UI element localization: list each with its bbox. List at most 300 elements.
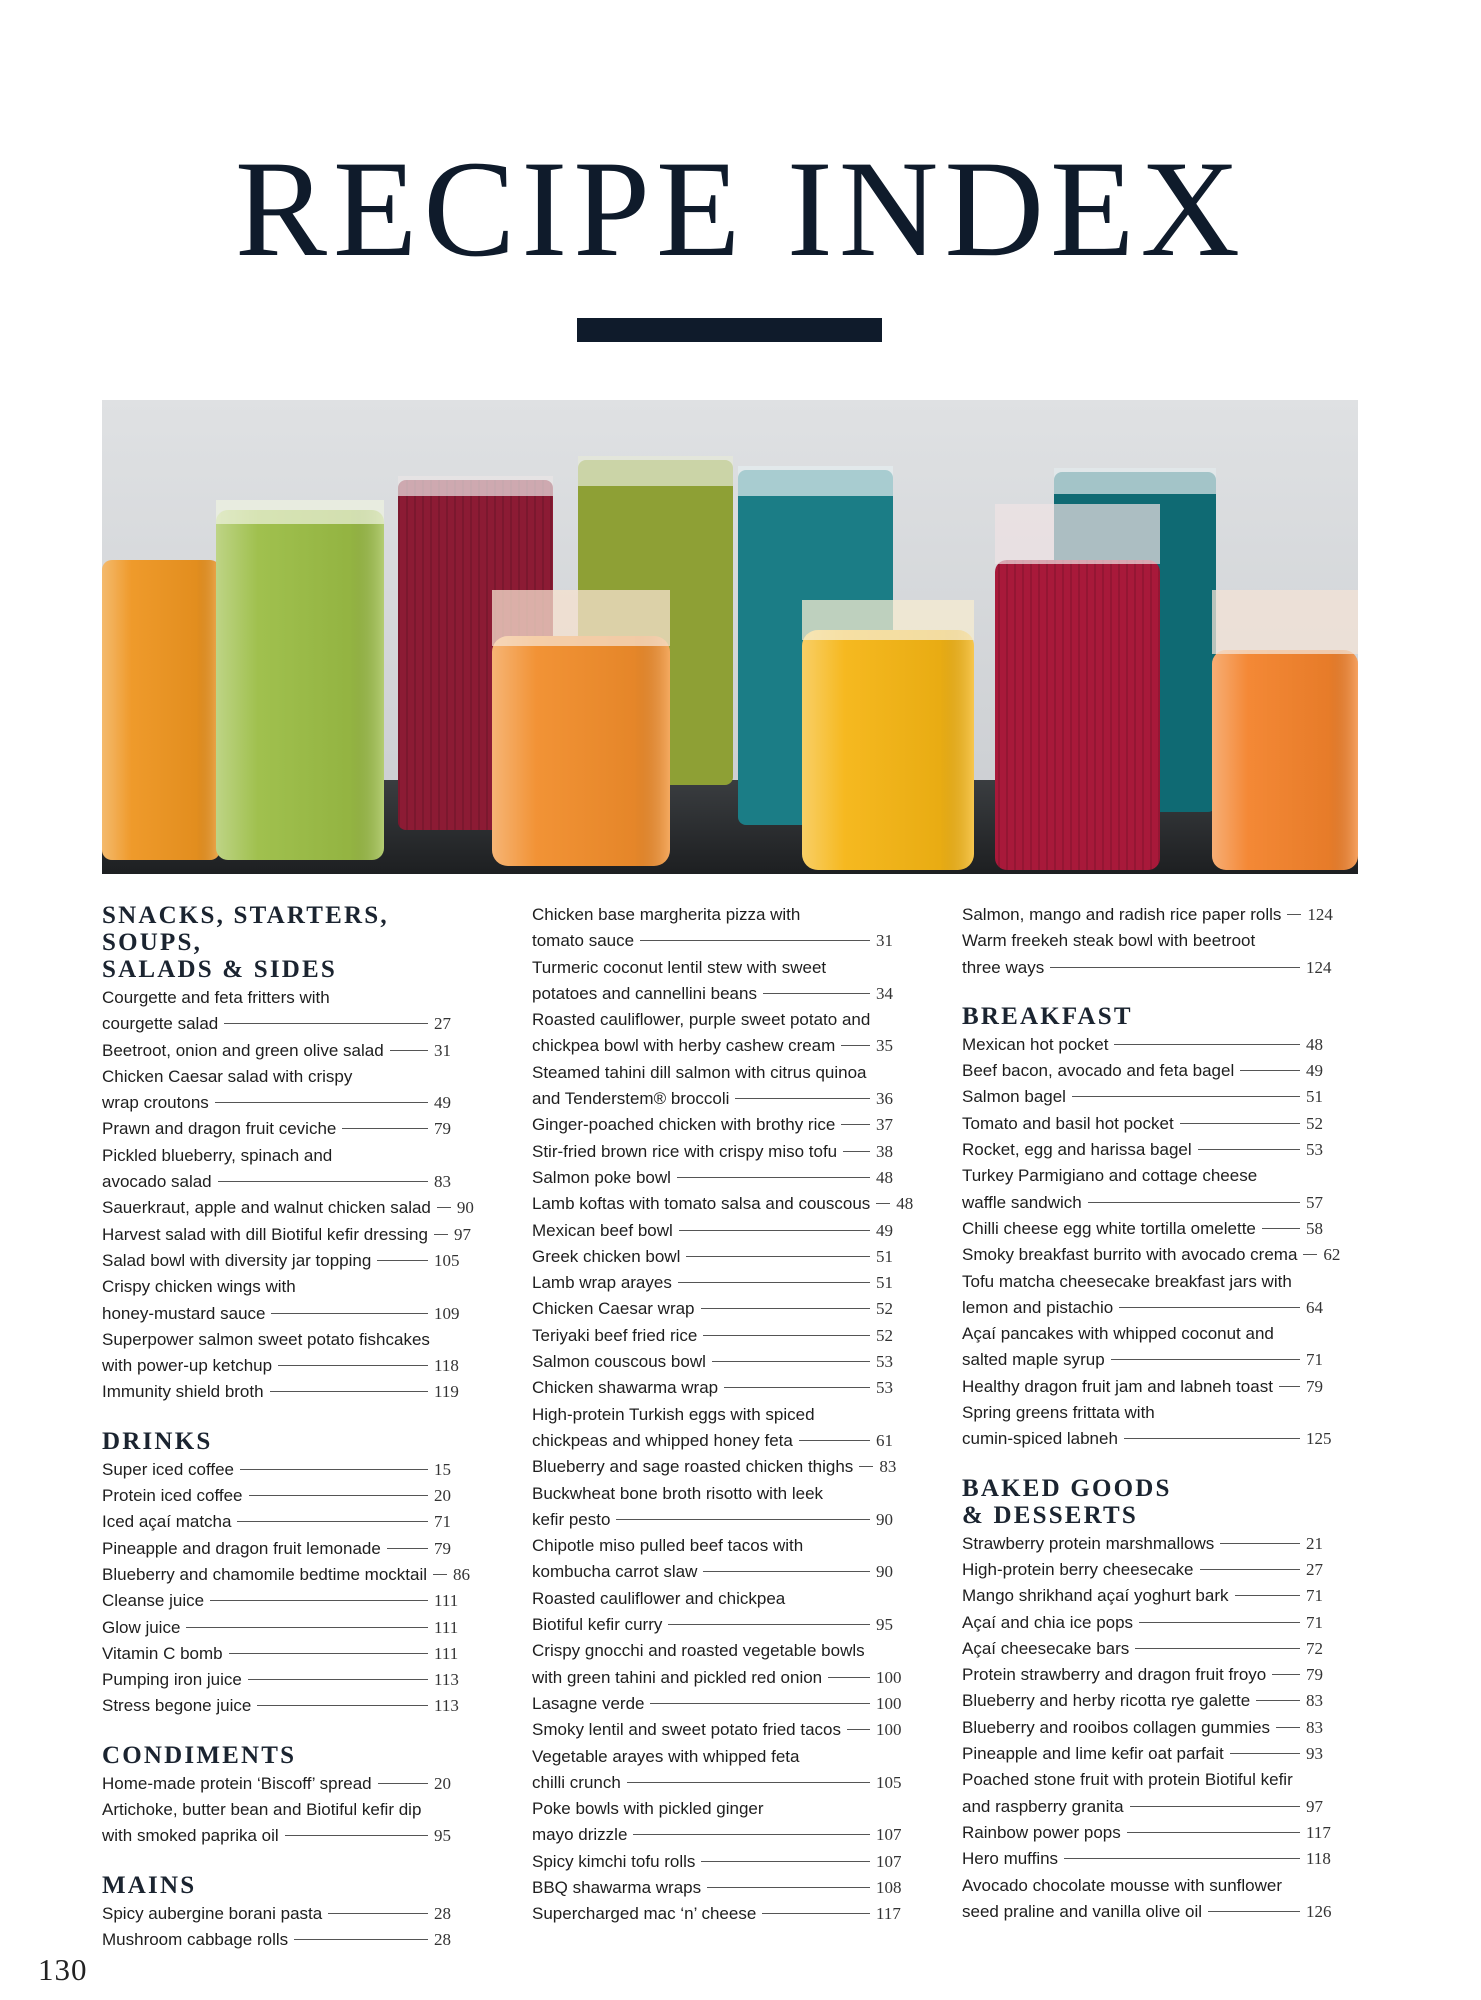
recipe-page-number: 52 [1306,1113,1323,1133]
recipe-entry-line [962,1032,1338,1058]
recipe-entry-line [102,1588,466,1614]
recipe-name: Protein iced coffee [102,1486,243,1506]
recipe-entry-line [532,1060,908,1086]
recipe-name: Superpower salmon sweet potato fishcakes [102,1329,430,1349]
leader-rule [278,1365,428,1366]
recipe-name: Spicy aubergine borani pasta [102,1903,323,1923]
recipe-entry-line [532,1375,908,1401]
recipe-name: Healthy dragon fruit jam and labneh toast [962,1376,1273,1396]
leader-rule [186,1627,428,1628]
recipe-entry [532,1139,908,1165]
recipe-page-number: 113 [434,1670,459,1690]
recipe-entry-line [532,1796,908,1822]
recipe-entry-line [532,1218,908,1244]
recipe-entry [102,1457,466,1483]
recipe-entry [962,1084,1338,1110]
recipe-entry-line [962,1295,1338,1321]
recipe-name: Chilli cheese egg white tortilla omelette [962,1218,1256,1238]
recipe-entry [962,1374,1338,1400]
recipe-page-number: 31 [434,1040,451,1060]
recipe-page-number: 21 [1306,1533,1323,1553]
recipe-entry-line [532,1191,914,1217]
leader-rule [342,1128,428,1129]
recipe-name: Mexican hot pocket [962,1034,1109,1054]
recipe-name: Avocado chocolate mousse with sunflower [962,1875,1283,1895]
recipe-name: Blueberry and sage roasted chicken thighs [532,1457,854,1477]
recipe-entry-line [962,1688,1338,1714]
recipe-entry-line [532,1586,908,1612]
recipe-page-number: 15 [434,1459,451,1479]
leader-rule [650,1703,870,1704]
leader-rule [1127,1832,1300,1833]
recipe-name: Ginger-poached chicken with brothy rice [532,1115,836,1135]
recipe-entry-line [102,1483,466,1509]
leader-rule [285,1835,428,1836]
leader-rule [1114,1044,1300,1045]
recipe-entry [962,1032,1338,1058]
leader-rule [703,1571,870,1572]
recipe-page-number: 83 [879,1457,897,1477]
recipe-name: Chicken Caesar wrap [532,1299,695,1319]
recipe-entry-line [532,1507,908,1533]
recipe-entry [962,1662,1338,1688]
recipe-name: Lamb wrap arayes [532,1273,672,1293]
recipe-entry [962,1216,1338,1242]
recipe-entry [102,1562,471,1588]
recipe-entry [532,1296,908,1322]
recipe-name: Açaí pancakes with whipped coconut and [962,1324,1274,1344]
recipe-page-number: 20 [434,1773,451,1793]
recipe-name: Vitamin C bomb [102,1643,223,1663]
recipe-entry [102,1588,466,1614]
recipe-entry-line [962,1374,1338,1400]
recipe-name: Pineapple and lime kefir oat parfait [962,1744,1224,1764]
recipe-entry [102,1379,466,1405]
recipe-page-number: 51 [876,1246,893,1266]
recipe-name: Poached stone fruit with protein Biotiful kefir [962,1770,1293,1790]
recipe-page-number: 111 [434,1617,459,1637]
leader-rule [640,940,870,941]
index-column-2 [532,902,914,1950]
recipe-entry [532,1007,908,1060]
leader-rule [387,1548,428,1549]
recipe-name: Spicy kimchi tofu rolls [532,1851,696,1871]
recipe-entry [102,1274,466,1327]
recipe-entry [532,1191,914,1217]
recipe-entry-line [962,1794,1338,1820]
recipe-entry [532,1349,908,1375]
recipe-name: Blueberry and rooibos collagen gummies [962,1717,1271,1737]
recipe-entry-line [102,1562,471,1588]
recipe-page-number: 48 [896,1194,914,1214]
recipe-entry-line [102,1641,466,1667]
recipe-page-number: 37 [876,1115,893,1135]
leader-rule [218,1181,428,1182]
section-heading-line: CONDIMENTS [102,1741,297,1769]
leader-rule [437,1207,451,1208]
recipe-entry-line [102,1090,466,1116]
recipe-name: tomato sauce [532,931,635,951]
recipe-entry-line [102,1222,471,1248]
recipe-entry [962,1688,1338,1714]
recipe-page-number: 117 [876,1904,901,1924]
recipe-page-number: 124 [1307,905,1333,924]
leader-rule [1287,914,1301,915]
leader-rule [1198,1149,1300,1150]
recipe-entry-line [532,981,908,1007]
recipe-page-number: 95 [434,1826,451,1846]
recipe-entry-line [962,1426,1338,1452]
recipe-entry-line [102,1901,466,1927]
leader-rule [876,1203,890,1204]
recipe-entry [102,1693,466,1719]
recipe-name: Strawberry protein marshmallows [962,1533,1215,1553]
recipe-page-number: 100 [876,1720,902,1740]
recipe-entry-line [532,1033,908,1059]
recipe-page-number: 36 [876,1089,893,1109]
leader-rule [270,1391,428,1392]
index-section [962,1002,1341,1453]
section-heading-line: BAKED GOODS [962,1474,1172,1502]
recipe-name: Stress begone juice [102,1696,252,1716]
recipe-page-number: 90 [876,1509,893,1529]
recipe-name: Crispy chicken wings with [102,1277,296,1297]
recipe-entry-line [532,1244,908,1270]
page-title: RECIPE INDEX [234,132,1247,285]
recipe-name: Cleanse juice [102,1591,205,1611]
recipe-entry-line [962,1137,1338,1163]
recipe-name: Biotiful kefir curry [532,1615,663,1635]
leader-rule [1111,1359,1300,1360]
recipe-entry-line [102,1274,466,1300]
recipe-entry-line [102,1667,466,1693]
recipe-entry [102,1615,466,1641]
recipe-entry-line [532,1165,908,1191]
recipe-entry-line [962,1610,1338,1636]
recipe-name: Açaí and chia ice pops [962,1612,1134,1632]
index-section [532,902,914,1928]
recipe-entry-line [102,1353,466,1379]
recipe-entry-line [102,1327,466,1353]
recipe-name: Immunity shield broth [102,1382,264,1402]
recipe-entry [962,928,1338,981]
recipe-entry-line [962,1190,1338,1216]
recipe-page-number: 48 [876,1167,893,1187]
section-heading-line: DRINKS [102,1427,213,1455]
leader-rule [237,1521,428,1522]
recipe-entry-line [962,1084,1338,1110]
recipe-entry [102,1248,466,1274]
recipe-name: courgette salad [102,1014,219,1034]
leader-rule [1072,1096,1300,1097]
recipe-page-number: 97 [1306,1796,1323,1816]
recipe-name: Pickled blueberry, spinach and [102,1145,333,1165]
recipe-page-number: 79 [1306,1376,1323,1396]
juice-glasses-photo [102,400,1358,874]
recipe-entry-line [962,1767,1338,1793]
recipe-name: Salmon couscous bowl [532,1352,706,1372]
recipe-entry [102,1901,466,1927]
recipe-page-number: 119 [434,1382,459,1402]
recipe-name: Roasted cauliflower, purple sweet potato and [532,1010,871,1030]
recipe-entry-line [962,1242,1341,1268]
recipe-name: with power-up ketchup [102,1356,273,1376]
leader-rule [701,1308,870,1309]
recipe-name: Mexican beef bowl [532,1220,673,1240]
recipe-name: chilli crunch [532,1772,621,1792]
recipe-page-number: 72 [1306,1638,1323,1658]
recipe-entry [532,1638,908,1691]
recipe-entry [962,1111,1338,1137]
recipe-name: Turkey Parmigiano and cottage cheese [962,1166,1258,1186]
section-heading [102,1428,466,1455]
recipe-page-number: 95 [876,1615,893,1635]
recipe-entry-line [102,1693,466,1719]
recipe-name: Warm freekeh steak bowl with beetroot [962,931,1256,951]
section-heading-line: & DESSERTS [962,1501,1139,1529]
leader-rule [712,1361,870,1362]
recipe-page-number: 71 [1306,1350,1323,1370]
leader-rule [847,1729,870,1730]
recipe-page-number: 105 [434,1250,460,1270]
recipe-entry [102,1927,466,1953]
leader-rule [678,1282,870,1283]
leader-rule [1050,967,1300,968]
recipe-page-number: 126 [1306,1901,1332,1921]
recipe-name: Greek chicken bowl [532,1246,681,1266]
recipe-name: High-protein berry cheesecake [962,1559,1194,1579]
recipe-entry-line [532,1323,908,1349]
section-heading [962,1003,1338,1030]
recipe-entry [102,1038,466,1064]
recipe-name: Blueberry and herby ricotta rye galette [962,1691,1251,1711]
recipe-entry-line [532,1901,908,1927]
recipe-entry [962,902,1338,928]
recipe-entry [102,1641,466,1667]
leader-rule [1064,1858,1300,1859]
recipe-entry [962,1163,1338,1216]
recipe-name: Super iced coffee [102,1459,234,1479]
recipe-entry [532,1270,908,1296]
recipe-entry [532,1375,908,1401]
recipe-page-number: 34 [876,983,893,1003]
recipe-entry-line [962,1163,1338,1189]
leader-rule [763,993,870,994]
recipe-name: waffle sandwich [962,1192,1082,1212]
recipe-name: seed praline and vanilla olive oil [962,1901,1203,1921]
recipe-entry [102,1143,466,1196]
recipe-page-number: 124 [1306,957,1332,977]
index-section [962,1475,1338,1925]
recipe-entry-line [962,1873,1338,1899]
recipe-entry-line [532,1770,908,1796]
recipe-page-number: 90 [876,1562,893,1582]
leader-rule [377,1260,428,1261]
recipe-entry-line [102,1064,466,1090]
leader-rule [616,1519,870,1520]
recipe-page-number: 38 [876,1141,893,1161]
recipe-entry [102,1116,466,1142]
recipe-entry [532,1691,908,1717]
leader-rule [433,1574,447,1575]
leader-rule [1235,1595,1301,1596]
recipe-entry [102,1222,471,1248]
recipe-entry [962,1321,1338,1374]
recipe-entry-line [532,1428,908,1454]
recipe-entry [962,1557,1338,1583]
recipe-page-number: 53 [1306,1140,1323,1160]
recipe-entry-line [962,1741,1338,1767]
leader-rule [257,1705,428,1706]
recipe-page-number: 83 [434,1172,451,1192]
recipe-entry-line [102,985,466,1011]
recipe-entry-line [102,1797,466,1823]
recipe-entry-line [102,1536,466,1562]
leader-rule [271,1313,428,1314]
recipe-name: Courgette and feta fritters with [102,988,330,1007]
leader-rule [1119,1307,1300,1308]
recipe-entry-line [102,1927,466,1953]
recipe-entry-line [102,1116,466,1142]
recipe-name: Rainbow power pops [962,1822,1121,1842]
recipe-entry-line [962,1899,1338,1925]
leader-rule [1124,1438,1300,1439]
recipe-entry [532,1533,908,1586]
recipe-name: kefir pesto [532,1509,611,1529]
recipe-name: Supercharged mac ‘n’ cheese [532,1904,757,1924]
leader-rule [627,1782,870,1783]
recipe-name: wrap croutons [102,1093,209,1113]
recipe-name: Salad bowl with diversity jar topping [102,1250,372,1270]
recipe-entry [532,1586,908,1639]
recipe-entry [532,1218,908,1244]
recipe-name: salted maple syrup [962,1350,1105,1370]
recipe-name: Pumping iron juice [102,1670,242,1690]
leader-rule [1276,1727,1300,1728]
index-section [102,1427,471,1720]
recipe-name: Harvest salad with dill Biotiful kefir dressing [102,1224,428,1244]
recipe-entry-line [532,1007,908,1033]
section-heading-line: MAINS [102,1871,197,1899]
leader-rule [707,1887,870,1888]
index-column-1 [102,902,474,1975]
recipe-page-number: 71 [434,1512,451,1532]
leader-rule [1200,1569,1300,1570]
recipe-name: Beetroot, onion and green olive salad [102,1040,384,1060]
recipe-page-number: 49 [434,1093,451,1113]
recipe-name: BBQ shawarma wraps [532,1877,702,1897]
recipe-page-number: 111 [434,1591,459,1611]
leader-rule [1279,1386,1300,1387]
recipe-name: three ways [962,957,1045,977]
recipe-page-number: 27 [434,1014,451,1034]
section-heading-line: SNACKS, STARTERS, SOUPS, [102,902,389,956]
recipe-entry [532,1901,908,1927]
recipe-page-number: 53 [876,1378,893,1398]
recipe-entry-line [962,1111,1338,1137]
recipe-entry [102,1509,466,1535]
recipe-page-number: 71 [1306,1612,1323,1632]
leader-rule [1240,1070,1300,1071]
recipe-entry-line [962,902,1338,928]
recipe-page-number: 107 [876,1825,902,1845]
leader-rule [248,1679,428,1680]
recipe-page-number: 111 [434,1643,459,1663]
recipe-page-number: 31 [876,931,893,951]
recipe-entry-line [962,1531,1338,1557]
recipe-entry [962,1636,1338,1662]
leader-rule [1130,1806,1300,1807]
recipe-name: with smoked paprika oil [102,1826,279,1846]
recipe-entry [962,1531,1338,1557]
recipe-entry-line [532,1612,908,1638]
recipe-name: Mushroom cabbage rolls [102,1929,289,1949]
recipe-entry [532,1481,908,1534]
recipe-page-number: 109 [434,1303,460,1323]
recipe-entry [532,1454,908,1480]
leader-rule [1220,1543,1300,1544]
recipe-name: High-protein Turkish eggs with spiced [532,1404,815,1424]
recipe-name: Chicken Caesar salad with crispy [102,1066,353,1086]
recipe-entry-line [102,1509,466,1535]
leader-rule [1180,1123,1300,1124]
recipe-entry-line [532,1665,908,1691]
recipe-entry [962,1058,1338,1084]
recipe-entry [532,902,908,955]
recipe-entry [962,1767,1338,1820]
recipe-page-number: 79 [434,1538,451,1558]
recipe-name: chickpeas and whipped honey feta [532,1430,793,1450]
recipe-name: Salmon bagel [962,1087,1066,1107]
recipe-entry [962,1715,1338,1741]
recipe-name: Chicken base margherita pizza with [532,905,801,924]
recipe-name: Protein strawberry and dragon fruit froyo [962,1665,1267,1685]
recipe-name: honey-mustard sauce [102,1303,266,1323]
recipe-page-number: 28 [434,1903,451,1923]
recipe-name: Açaí cheesecake bars [962,1638,1130,1658]
leader-rule [434,1234,448,1235]
recipe-page-number: 62 [1323,1245,1341,1265]
recipe-page-number: 86 [453,1564,471,1584]
recipe-entry-line [102,1823,466,1849]
leader-rule [841,1045,870,1046]
recipe-entry [962,1610,1338,1636]
recipe-page-number: 48 [1306,1034,1323,1054]
recipe-page-number: 58 [1306,1218,1323,1238]
recipe-entry-line [532,1270,908,1296]
recipe-entry [962,1137,1338,1163]
recipe-entry-line [532,1349,908,1375]
recipe-name: Chipotle miso pulled beef tacos with [532,1536,804,1556]
leader-rule [1088,1202,1300,1203]
recipe-entry-line [532,1559,908,1585]
recipe-page-number: 100 [876,1667,902,1687]
recipe-page-number: 79 [1306,1665,1323,1685]
recipe-entry-line [962,1636,1338,1662]
recipe-entry [962,1242,1341,1268]
recipe-page-number: 118 [434,1356,459,1376]
leader-rule [799,1440,870,1441]
recipe-name: lemon and pistachio [962,1297,1114,1317]
recipe-entry [102,1195,474,1221]
recipe-entry [102,1483,466,1509]
recipe-entry-line [102,1248,466,1274]
recipe-page-number: 53 [876,1352,893,1372]
recipe-name: mayo drizzle [532,1825,628,1845]
recipe-entry [102,1064,466,1117]
recipe-entry [532,1875,908,1901]
leader-rule [240,1469,428,1470]
